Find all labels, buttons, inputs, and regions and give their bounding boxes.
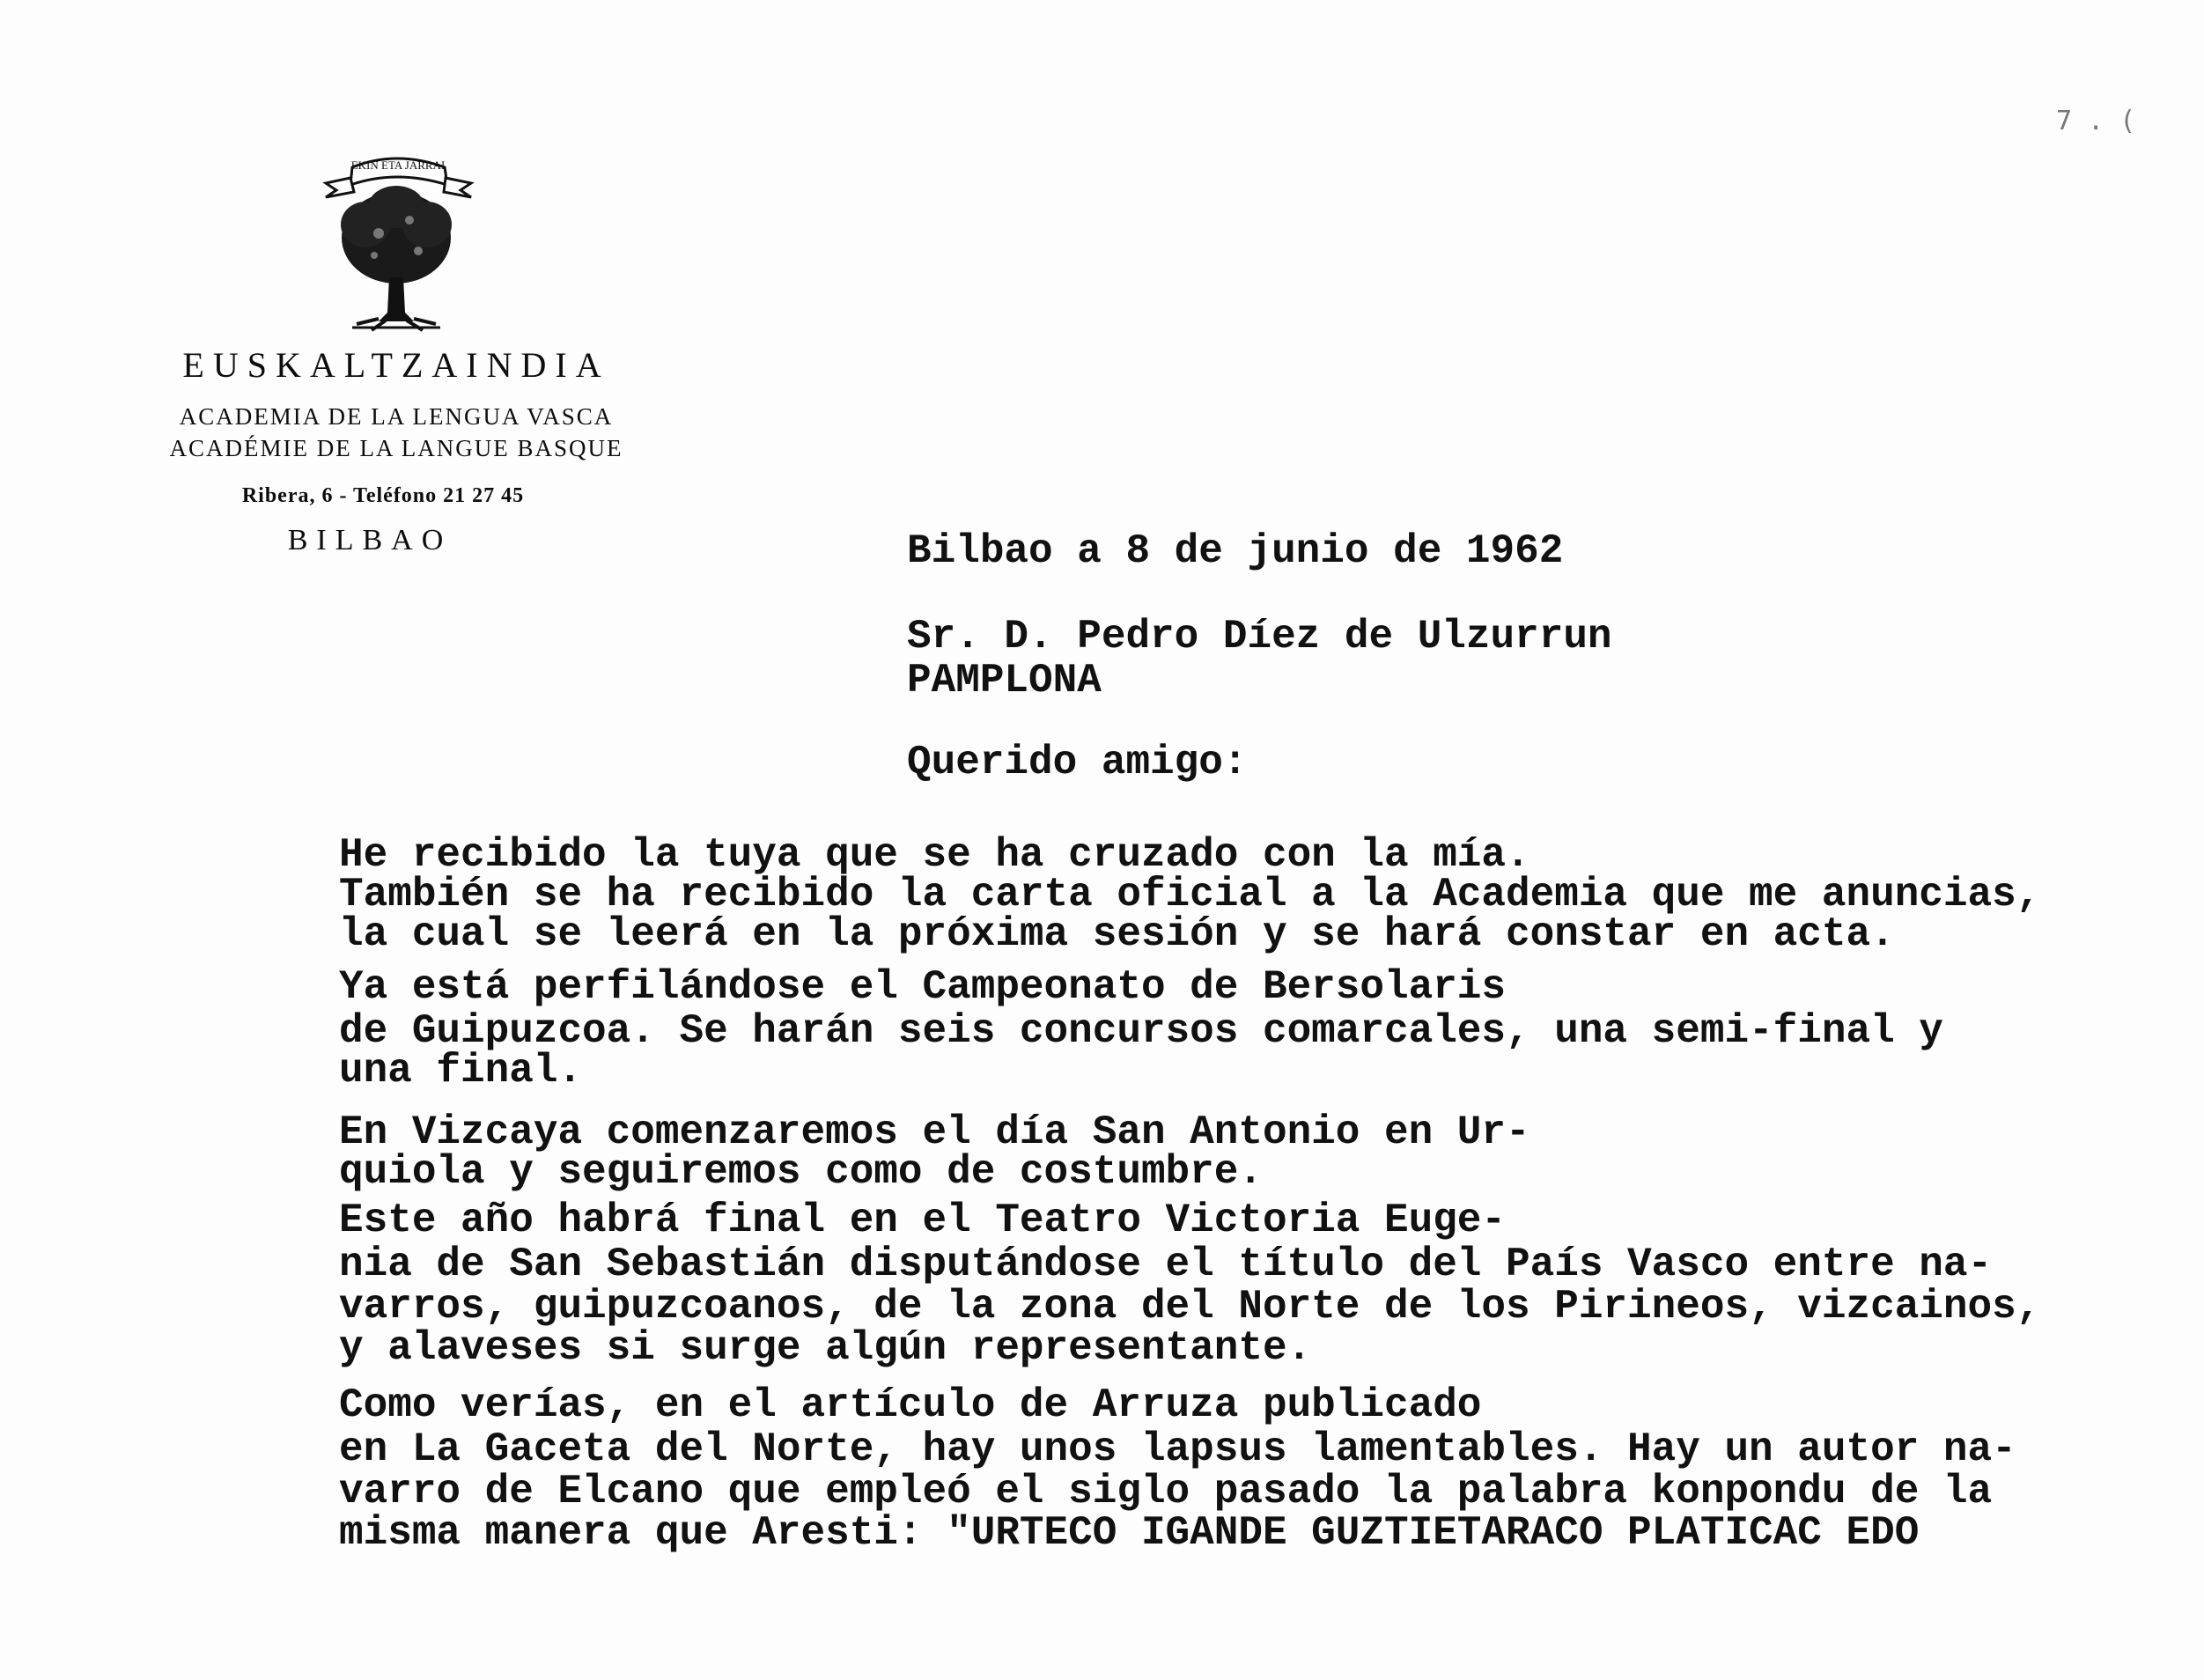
body-line: una final.: [339, 1048, 583, 1094]
body-line: También se ha recibido la carta oficial a la Academia que me anuncias,: [339, 872, 2041, 917]
body-line: He recibido la tuya que se ha cruzado con la mía.: [339, 832, 1530, 878]
body-line: misma manera que Aresti: "URTECO IGANDE GUZTIETARACO PLATICAC EDO: [339, 1510, 1920, 1556]
body-line: nia de San Sebastián disputándose el título del País Vasco entre na-: [339, 1242, 1993, 1287]
organization-address: Ribera, 6 - Teléfono 21 27 45: [241, 483, 525, 507]
body-line: Este año habrá final en el Teatro Victoria Euge-: [339, 1197, 1507, 1243]
salutation: Querido amigo:: [907, 740, 1248, 785]
letterhead: [132, 132, 660, 557]
letter-date: Bilbao a 8 de junio de 1962: [907, 528, 1564, 574]
recipient-name: Sr. D. Pedro Díez de Ulzurrun: [907, 614, 1612, 659]
body-line: varros, guipuzcoanos, de la zona del Norte de los Pirineos, vizcainos,: [339, 1284, 2041, 1330]
corner-handwritten-mark: 7 . (: [2056, 106, 2136, 136]
body-line: Ya está perfilándose el Campeonato de Bersolaris: [339, 964, 1507, 1010]
organization-subtitle-es: ACADEMIA DE LA LENGUA VASCA: [179, 403, 614, 430]
body-line: varro de Elcano que empleó el siglo pasado la palabra konpondu de la: [339, 1469, 1993, 1514]
organization-name: EUSKALTZAINDIA: [182, 345, 610, 385]
body-line: en La Gaceta del Norte, hay unos lapsus lamentables. Hay un autor na-: [339, 1426, 2016, 1472]
logo-motto: EKIN ETA JARRAI: [350, 158, 446, 172]
body-line: quiola y seguiremos como de costumbre.: [339, 1149, 1263, 1195]
organization-subtitle-fr: ACADÉMIE DE LA LANGUE BASQUE: [169, 435, 623, 462]
body-line: la cual se leerá en la próxima sesión y se hará constar en acta.: [339, 911, 1895, 957]
body-line: y alaveses si surge algún representante.: [339, 1325, 1312, 1371]
recipient-city: PAMPLONA: [907, 658, 1102, 704]
organization-city: BILBAO: [287, 523, 453, 556]
oak-tree-emblem-icon: [291, 132, 502, 339]
body-line: En Vizcaya comenzaremos el día San Antonio en Ur-: [339, 1109, 1530, 1155]
body-line: Como verías, en el artículo de Arruza publicado: [339, 1382, 1482, 1428]
body-line: de Guipuzcoa. Se harán seis concursos comarcales, una semi-final y: [339, 1008, 1943, 1054]
